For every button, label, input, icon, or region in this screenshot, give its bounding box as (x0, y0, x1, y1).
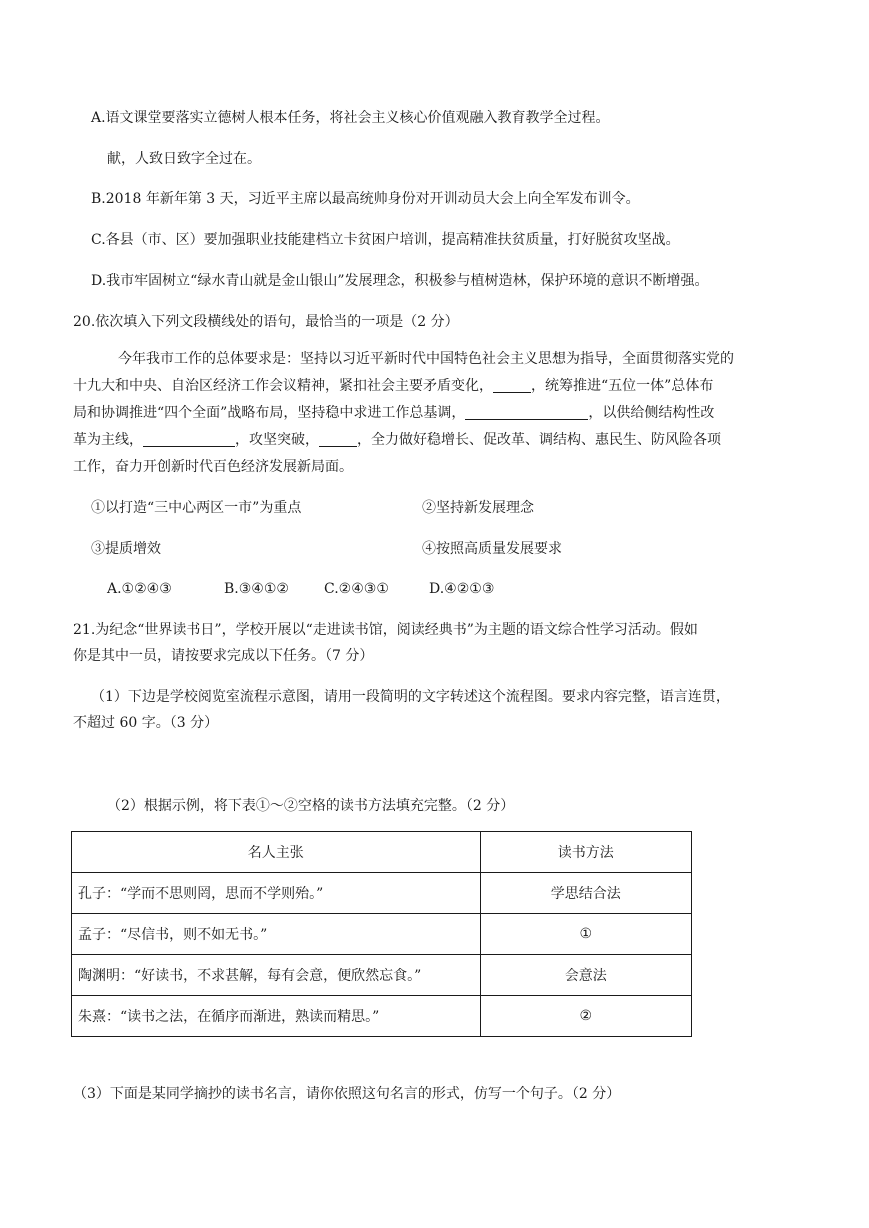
table-row (72, 873, 692, 914)
q20-passage (73, 346, 793, 481)
passage-line-4-a: 革为主线， (73, 432, 143, 448)
table-cell-claim: 朱熹：“读书之法，在循序而渐进，熟读而精思。” (72, 996, 481, 1037)
table-cell-method: ① (480, 914, 691, 955)
reading-methods-table (71, 831, 692, 1037)
q20-choice-c: C.②④③① (324, 581, 389, 597)
q20-item-1: ①以打造“三中心两区一市”为重点 (91, 500, 302, 516)
table-header-method: 读书方法 (480, 832, 691, 873)
passage-line-2-b: ，统筹推进“五位一体”总体布 (531, 378, 714, 394)
table-cell-method: 学思结合法 (480, 873, 691, 914)
table-cell-method: ② (480, 996, 691, 1037)
q21-part2: （2）根据示例，将下表①～②空格的读书方法填充完整。（2 分） (107, 798, 515, 814)
q20-stem: 20.依次填入下列文段横线处的语句，最恰当的一项是（2 分） (73, 314, 459, 330)
q20-choice-d: D.④②①③ (429, 581, 495, 597)
passage-line-3-a: 局和协调推进“四个全面”战略布局，坚持稳中求进工作总基调， (73, 405, 466, 421)
q21-part3: （3）下面是某同学摘抄的读书名言，请你依照这句名言的形式，仿写一个句子。（2 分） (73, 1086, 621, 1102)
q19-option-d: D.我市牢固树立“绿水青山就是金山银山”发展理念，积极参与植树造林，保护环境的意识不断增强。 (91, 273, 709, 289)
table-row (72, 996, 692, 1037)
blank-3 (143, 430, 235, 447)
q21-part1-line-1: （1）下边是学校阅览室流程示意图，请用一段简明的文字转述这个流程图。要求内容完整，语言连贯， (91, 689, 730, 705)
passage-line-4 (73, 427, 793, 454)
table-header-row (72, 832, 692, 873)
q19-option-b: B.2018 年新年第 3 天，习近平主席以最高统帅身份对开训动员大会上向全军发布训令。 (91, 191, 640, 207)
passage-line-3-b: ，以供给侧结构性改 (588, 405, 715, 421)
q21-part1-line-2: 不超过 60 字。（3 分） (73, 715, 219, 731)
q20-choice-b: B.③④①② (224, 581, 289, 597)
table-row (72, 914, 692, 955)
table-cell-claim: 陶渊明：“好读书，不求甚解，每有会意，便欣然忘食。” (72, 955, 481, 996)
q20-item-4: ④按照高质量发展要求 (422, 541, 562, 557)
passage-line-2 (73, 373, 793, 400)
q19-option-a: A.语文课堂要落实立德树人根本任务，将社会主义核心价值观融入教育教学全过程。 (91, 110, 610, 126)
q20-item-3: ③提质增效 (91, 541, 161, 557)
passage-line-4-c: ，全力做好稳增长、促改革、调结构、惠民生、防风险各项 (357, 432, 721, 448)
blank-4 (319, 430, 357, 447)
table-cell-method: 会意法 (480, 955, 691, 996)
q20-item-2: ②坚持新发展理念 (422, 500, 534, 516)
table-cell-claim: 孟子：“尽信书，则不如无书。” (72, 914, 481, 955)
passage-line-3 (73, 400, 793, 427)
table-cell-claim: 孔子：“学而不思则罔，思而不学则殆。” (72, 873, 481, 914)
blank-1 (493, 376, 531, 393)
q21-stem-line-2: 你是其中一员，请按要求完成以下任务。（7 分） (73, 648, 374, 664)
q20-choice-a: A.①②④③ (107, 581, 172, 597)
blank-2 (465, 403, 588, 420)
passage-line-4-b: ，攻坚突破， (235, 432, 319, 448)
q19-stray-line: 献，人致日致字全过在。 (107, 151, 261, 167)
q21-stem-line-1: 21.为纪念“世界读书日”，学校开展以“走进读书馆，阅读经典书”为主题的语文综合性学习活动。假如 (73, 622, 698, 638)
passage-line-5: 工作，奋力开创新时代百色经济发展新局面。 (73, 459, 353, 475)
passage-line-1: 今年我市工作的总体要求是：坚持以习近平新时代中国特色社会主义思想为指导，全面贯彻落实党的 (118, 351, 734, 367)
table-row (72, 955, 692, 996)
passage-line-2-a: 十九大和中央、自治区经济工作会议精神，紧扣社会主要矛盾变化， (73, 378, 493, 394)
q19-option-c: C.各县（市、区）要加强职业技能建档立卡贫困户培训，提高精准扶贫质量，打好脱贫攻坚战。 (91, 232, 680, 248)
table-header-claim: 名人主张 (72, 832, 481, 873)
